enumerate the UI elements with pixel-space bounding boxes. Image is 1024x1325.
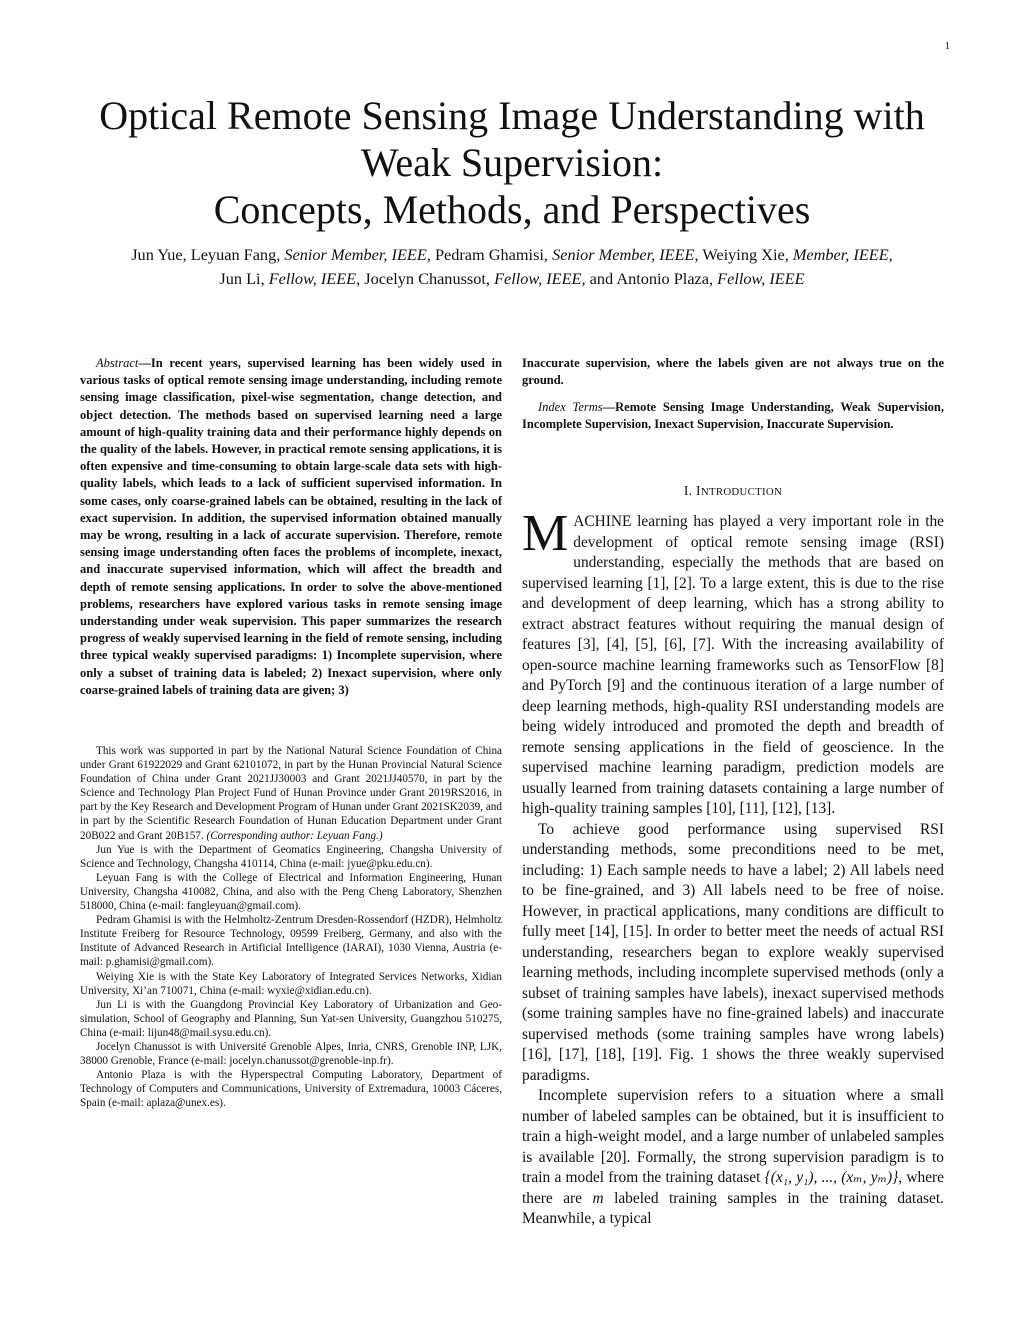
title-line-2: Weak Supervision: bbox=[360, 140, 664, 185]
footnote-funding-text: This work was supported in part by the National Natural Science Foundation of China under Grant 61922029 and Grant 62101072, in part by the Hunan Provincial Natural Science Foundation of China under Grant 2021JJ30003 and Grant 2021JJ40570, in part by the Science and Technology Plan Project Fund of Hunan Province under Grant 2019RS2016, in part by the Key Research and Development Program of Hunan under Grant 2021SK2039, and in part by the Scientific Research Foundation of Hunan Education Department under Grant 20B022 and Grant 20B157. bbox=[80, 745, 502, 842]
dataset-formula: {(x₁, y₁), ..., (xₘ, yₘ)} bbox=[764, 1169, 899, 1186]
footnote-chanussot: Jocelyn Chanussot is with Université Grenoble Alpes, Inria, CNRS, Grenoble INP, LJK, 38000 Grenoble, France (e-mail: jocelyn.chanussot@grenoble-inp.fr). bbox=[80, 1040, 502, 1068]
author-4-affiliation: Fellow, IEEE, bbox=[268, 269, 361, 288]
abstract-body: —In recent years, supervised learning has been widely used in various tasks of optical remote sensing image understanding, including remote sensing image classification, pixel-wise segmentation, change detection, and object detection. The methods based on supervised learning need a large amount of high-quality training data and their performance highly depends on the quality of the labels. However, in practical remote sensing applications, it is often expensive and time-consuming to obtain large-scale data sets with high-quality labels, which leads to a lack of sufficient supervised information. In some cases, only coarse-grained labels can be obtained, resulting in the lack of exact supervision. In addition, the supervised information obtained manually may be wrong, resulting in a lack of accurate supervision. Therefore, remote sensing image understanding often faces the problems of incomplete, inexact, and inaccurate supervised information, which will affect the breadth and depth of remote sensing applications. In order to solve the above-mentioned problems, researchers have explored various tasks in remote sensing image understanding under weak supervision. This paper summarizes the research progress of weakly supervised learning in the field of remote sensing, including three typical weakly supervised paradigms: 1) Incomplete supervision, where only a subset of training data is labeled; 2) Inexact supervision, where only coarse-grained labels of training data are given; 3) bbox=[80, 356, 502, 697]
index-terms-body: —Remote Sensing Image Understanding, Weak Supervision, Incomplete Supervision, Inexact Supervision, Inaccurate Supervision. bbox=[522, 400, 944, 432]
title-line-3: Concepts, Methods, and Perspectives bbox=[213, 187, 811, 232]
intro-paragraph-1-text: ACHINE learning has played a very important role in the development of optical remote sensing image (RSI) understanding, especially the methods that are based on supervised learning [1], [2]. To a large extent, this is due to the rise and development of deep learning, which has a strong ability to extract abstract features without requiring the manual design of features [3], [4], [5], [6], [7]. With the increasing availability of open-source machine learning frameworks such as TensorFlow [8] and PyTorch [9] and the continuous iteration of a large number of deep learning methods, high-quality RSI understanding models are being widely introduced and promoted the depth and breadth of remote sensing applications in the field of geoscience. In the supervised machine learning paradigm, prediction models are usually learned from training datasets containing a large number of high-quality training samples [10], [11], [12], [13]. bbox=[522, 513, 944, 817]
author-3: Weiying Xie, bbox=[702, 245, 789, 264]
intro-paragraph-3-text-c: labeled training samples in the training dataset. Meanwhile, a typical bbox=[522, 1189, 944, 1227]
author-3-affiliation: Member, IEEE, bbox=[792, 245, 893, 264]
author-4: Jun Li, bbox=[219, 269, 265, 288]
author-5-affiliation: Fellow, IEEE, bbox=[494, 269, 586, 288]
section-first-letter: I bbox=[696, 483, 701, 498]
intro-paragraph-3-text-b: , where there are bbox=[522, 1169, 944, 1207]
paper-title bbox=[40, 92, 984, 233]
author-5: Jocelyn Chanussot, bbox=[364, 269, 490, 288]
author-1: Jun Yue, Leyuan Fang, bbox=[131, 245, 281, 264]
section-heading-introduction bbox=[522, 483, 944, 499]
footnote-fang: Leyuan Fang is with the College of Electrical and Information Engineering, Hunan University, Changsha 410082, China, and also with the Peng Cheng Laboratory, Shenzhen 518000, China (e-mail: fangleyuan@gmail.com). bbox=[80, 871, 502, 913]
footnote-yue: Jun Yue is with the Department of Geomatics Engineering, Changsha University of Science and Technology, Changsha 410114, China (e-mail: jyue@pku.edu.cn). bbox=[80, 843, 502, 870]
footnote-xie: Weiying Xie is with the State Key Laboratory of Integrated Services Networks, Xidian University, Xi’an 710071, China (e-mail: wyxie@xidian.edu.cn). bbox=[80, 970, 502, 997]
intro-paragraph-1 bbox=[522, 505, 944, 820]
footnotes bbox=[80, 744, 502, 1110]
section-rest: NTRODUCTION bbox=[700, 486, 783, 498]
drop-cap: M bbox=[522, 505, 569, 562]
footnote-funding bbox=[80, 744, 502, 843]
introduction-body bbox=[522, 505, 944, 1230]
author-6-affiliation: Fellow, IEEE bbox=[717, 269, 805, 288]
index-terms bbox=[522, 399, 944, 433]
intro-paragraph-2: To achieve good performance using supervised RSI understanding methods, some preconditions need to be met, including: 1) Each sample needs to have a label; 2) All labels need to be fine-grained, and 3) All labels need to be free of noise. However, in practical applications, many conditions are difficult to fully meet [14], [15]. In order to better meet the needs of actual RSI understanding, researchers began to explore weakly supervised learning methods, including incomplete supervised methods (only a subset of training samples have labels), inexact supervised methods (some training samples have no fine-grained labels) and inaccurate supervised methods (some training samples have wrong labels) [16], [17], [18], [19]. Fig. 1 shows the three weakly supervised paradigms. bbox=[522, 820, 944, 1084]
author-list bbox=[60, 243, 964, 291]
intro-paragraph-3 bbox=[522, 1086, 944, 1230]
abstract bbox=[80, 355, 502, 699]
intro-paragraph-3-text-a: Incomplete supervision refers to a situation where a small number of labeled samples can be obtained, but it is insufficient to train a high-weight model, and a large number of unlabeled samples is available [20]. Formally, the strong supervision paradigm is to train a model from the training dataset bbox=[522, 1087, 944, 1186]
index-terms-label: Index Terms bbox=[538, 400, 603, 414]
author-6: and Antonio Plaza, bbox=[589, 269, 714, 288]
title-line-1: Optical Remote Sensing Image Understanding with bbox=[99, 93, 925, 138]
footnote-li: Jun Li is with the Guangdong Provincial Key Laboratory of Urbanization and Geo-simulation, School of Geography and Planning, Sun Yat-sen University, Guangzhou 510275, China (e-mail: lijun48@mail.sysu.edu.cn). bbox=[80, 998, 502, 1039]
author-2: Pedram Ghamisi, bbox=[434, 245, 548, 264]
variable-m: m bbox=[592, 1189, 604, 1207]
footnote-plaza: Antonio Plaza is with the Hyperspectral Computing Laboratory, Department of Technology of Computers and Communications, University of Extremadura, 10003 Cáceres, Spain (e-mail: aplaza@unex.es). bbox=[80, 1069, 502, 1110]
page-number: 1 bbox=[944, 40, 950, 52]
footnote-ghamisi: Pedram Ghamisi is with the Helmholtz-Zentrum Dresden-Rossendorf (HZDR), Helmholtz Institute Freiberg for Resource Technology, 09599 Freiberg, Germany, and also with the Institute of Advanced Research in Artificial Intelligence (IARAI), 1030 Vienna, Austria (e-mail: p.ghamisi@gmail.com). bbox=[80, 914, 502, 969]
author-1-affiliation: Senior Member, IEEE, bbox=[284, 245, 431, 264]
footnote-corresponding: (Corresponding author: Leyuan Fang.) bbox=[206, 829, 383, 842]
abstract-label: Abstract bbox=[96, 356, 139, 370]
author-2-affiliation: Senior Member, IEEE, bbox=[552, 245, 699, 264]
abstract-continuation: Inaccurate supervision, where the labels given are not always true on the ground. bbox=[522, 356, 944, 388]
section-number: I. bbox=[683, 483, 693, 498]
